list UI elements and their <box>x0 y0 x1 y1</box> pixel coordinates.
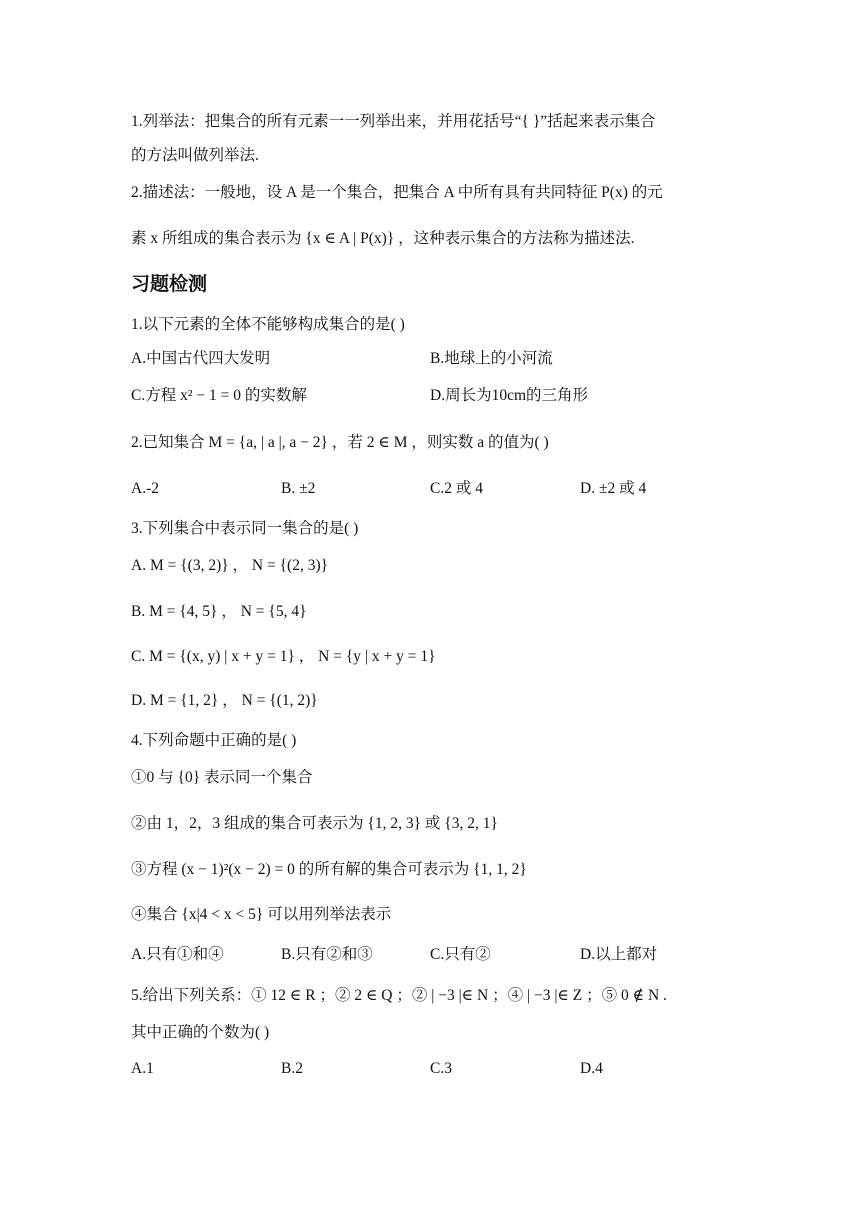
q3-option-d: D. M = {1, 2} ， N = {(1, 2)} <box>131 692 318 709</box>
q4-option-d: D.以上都对 <box>580 946 658 963</box>
q2-option-d: D. ±2 或 4 <box>580 480 647 497</box>
q4-option-a: A.只有①和④ <box>131 946 224 963</box>
question-4-stem: 4.下列命题中正确的是( ) <box>131 732 297 749</box>
q2-option-c: C.2 或 4 <box>430 480 483 497</box>
q4-option-b: B.只有②和③ <box>281 946 373 963</box>
q5-option-b: B.2 <box>281 1060 303 1077</box>
q5-option-d: D.4 <box>580 1060 603 1077</box>
intro-enumeration-line2: 的方法叫做列举法. <box>131 147 259 164</box>
question-2-stem: 2.已知集合 M = {a, | a |, a − 2} ，若 2 ∈ M ，则实数 a 的值为( ) <box>131 434 549 451</box>
question-1-stem: 1.以下元素的全体不能够构成集合的是( ) <box>131 316 405 333</box>
q4-statement-4: ④集合 {x|4 < x < 5} 可以用列举法表示 <box>131 906 392 923</box>
q3-option-c: C. M = {(x, y) | x + y = 1} ， N = {y | x + y = 1} <box>131 648 436 665</box>
intro-enumeration-line1: 1.列举法：把集合的所有元素一一列举出来，并用花括号“{ }”括起来表示集合 <box>131 113 656 130</box>
intro-description-line1: 2.描述法：一般地，设 A 是一个集合，把集合 A 中所有具有共同特征 P(x) 的元 <box>131 184 663 201</box>
intro-description-line2: 素 x 所组成的集合表示为 {x ∈ A | P(x)} ，这种表示集合的方法称为描述法. <box>131 230 635 247</box>
question-5-stem: 5.给出下列关系：① 12 ∈ R ；② 2 ∈ Q ；② | −3 |∈ N ；④ | −3 |∈ Z ；⑤ 0 ∉ N . <box>131 987 667 1004</box>
q2-option-b: B. ±2 <box>281 480 316 497</box>
q1-option-b: B.地球上的小河流 <box>430 350 553 367</box>
q3-option-a: A. M = {(3, 2)} ， N = {(2, 3)} <box>131 557 329 574</box>
q4-option-c: C.只有② <box>430 946 491 963</box>
q1-option-d: D.周长为10cm的三角形 <box>430 387 589 404</box>
q1-option-a: A.中国古代四大发明 <box>131 350 271 367</box>
q4-statement-1: ①0 与 {0} 表示同一个集合 <box>131 769 313 786</box>
q4-statement-2: ②由 1，2，3 组成的集合可表示为 {1, 2, 3} 或 {3, 2, 1} <box>131 815 498 832</box>
section-title: 习题检测 <box>131 273 208 295</box>
question-5-stem-line2: 其中正确的个数为( ) <box>131 1024 270 1041</box>
question-3-stem: 3.下列集合中表示同一集合的是( ) <box>131 520 359 537</box>
q4-statement-3: ③方程 (x − 1)²(x − 2) = 0 的所有解的集合可表示为 {1, 1, 2} <box>131 861 527 878</box>
q5-option-a: A.1 <box>131 1060 154 1077</box>
q3-option-b: B. M = {4, 5} ， N = {5, 4} <box>131 603 307 620</box>
q2-option-a: A.-2 <box>131 480 159 497</box>
q5-option-c: C.3 <box>430 1060 452 1077</box>
q1-option-c: C.方程 x² − 1 = 0 的实数解 <box>131 387 307 404</box>
